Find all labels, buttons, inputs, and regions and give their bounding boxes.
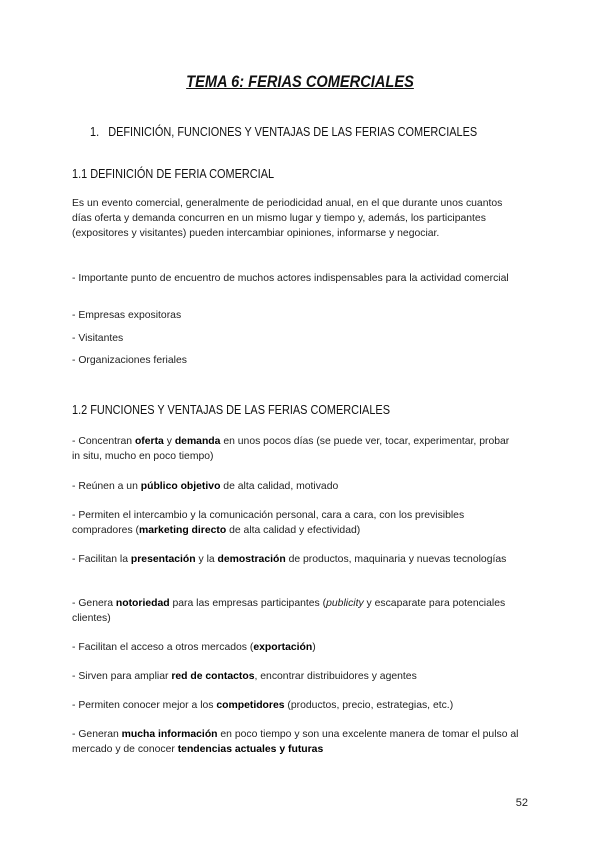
text-run: y la	[195, 554, 218, 565]
text-run: )	[312, 642, 316, 653]
bold-term: competidores	[216, 700, 285, 711]
page-number: 52	[515, 797, 528, 809]
list-item	[72, 698, 520, 713]
bold-term: notoriedad	[115, 598, 170, 609]
text-run: en poco tiempo y son una excelente manera de tomar el pulso al mercado y de conocer	[72, 729, 519, 755]
page-title: TEMA 6: FERIAS COMERCIALES	[186, 72, 414, 91]
text-run: para las empresas participantes (	[169, 598, 327, 609]
text-run: - Facilitan el acceso a otros mercados (	[72, 642, 254, 653]
list-item	[72, 727, 520, 757]
subsection-heading: 1.1 DEFINICIÓN DE FERIA COMERCIAL	[72, 166, 275, 181]
text-run: (productos, precio, estrategias, etc.)	[284, 700, 454, 711]
bold-term: mucha información	[121, 729, 218, 740]
list-item: - Organizaciones feriales	[72, 355, 187, 366]
text-run: en unos pocos días (se puede ver, tocar, experimentar, probar in situ, mucho en poco tiempo)	[72, 436, 510, 462]
list-item	[72, 508, 520, 538]
list-item	[72, 552, 520, 567]
paragraph: Es un evento comercial, generalmente de periodicidad anual, en el que durante unos cuantos días oferta y demanda concurren en un mismo lugar y tiempo y, además, los participantes (expositores y visitantes) pueden intercambiar opiniones, informarse y negociar.	[72, 198, 503, 239]
bold-term: tendencias actuales y futuras	[177, 744, 324, 755]
list-item: - Empresas expositoras	[72, 310, 182, 321]
section-heading-text: DEFINICIÓN, FUNCIONES Y VENTAJAS DE LAS FERIAS COMERCIALES	[108, 124, 478, 139]
bold-term: exportación	[253, 642, 313, 653]
italic-term: publicity	[326, 598, 364, 609]
subsection-heading: 1.2 FUNCIONES Y VENTAJAS DE LAS FERIAS COMERCIALES	[72, 402, 390, 417]
text-run: - Reúnen a un	[72, 481, 141, 492]
text-run: y escaparate para potenciales clientes)	[72, 598, 506, 624]
list-item	[72, 434, 520, 464]
text-run: - Permiten el intercambio y la comunicación personal, cara a cara, con los previsibles compradores (	[72, 510, 465, 536]
section-heading	[90, 124, 477, 139]
list-item: - Importante punto de encuentro de muchos actores indispensables para la actividad comercial	[72, 273, 509, 284]
list-item: - Visitantes	[72, 333, 124, 344]
bold-term: marketing directo	[139, 525, 227, 536]
list-item	[72, 596, 520, 626]
list-item	[72, 640, 520, 655]
text-run: - Facilitan la	[72, 554, 131, 565]
text-run: y	[163, 436, 175, 447]
text-run: , encontrar distribuidores y agentes	[254, 671, 417, 682]
text-run: - Genera	[72, 598, 116, 609]
bold-term: público objetivo	[140, 481, 221, 492]
section-number: 1.	[90, 124, 100, 139]
bold-term: presentación	[130, 554, 196, 565]
text-run: de alta calidad, motivado	[220, 481, 339, 492]
bold-term: demanda	[174, 436, 221, 447]
text-run: - Generan	[72, 729, 122, 740]
list-item	[72, 479, 520, 494]
bold-term: oferta	[134, 436, 164, 447]
text-run: de productos, maquinaria y nuevas tecnologías	[285, 554, 507, 565]
text-run: - Sirven para ampliar	[72, 671, 172, 682]
bold-term: demostración	[217, 554, 286, 565]
text-run: - Permiten conocer mejor a los	[72, 700, 217, 711]
list-item	[72, 669, 520, 684]
text-run: - Concentran	[72, 436, 135, 447]
text-run: de alta calidad y efectividad)	[226, 525, 361, 536]
bold-term: red de contactos	[171, 671, 255, 682]
